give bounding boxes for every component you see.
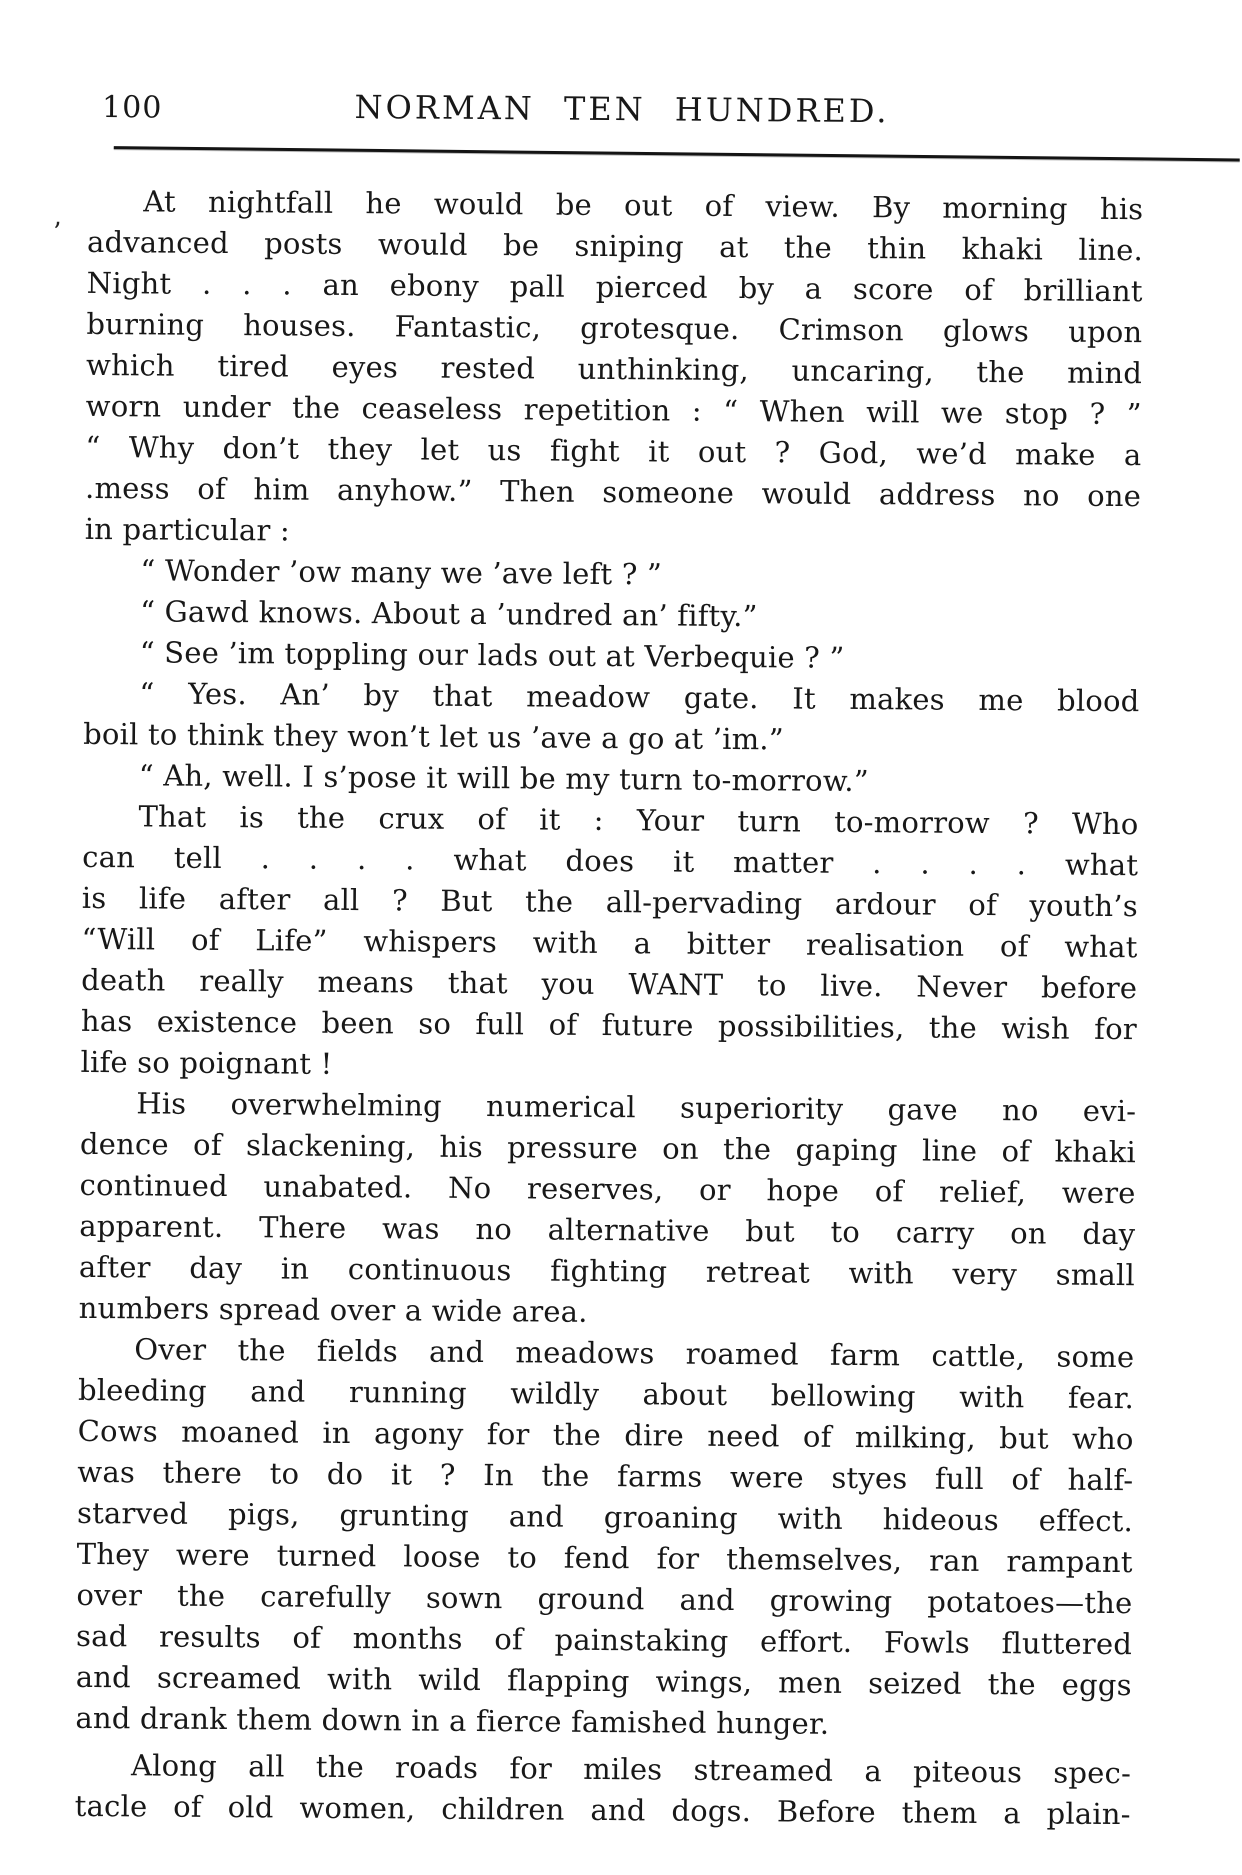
- text-line: and drank them down in a fierce famished hunger.: [75, 1700, 830, 1741]
- running-title: NORMAN TEN HUNDRED.: [354, 88, 890, 131]
- scan-artifact-mark: ’: [52, 217, 62, 248]
- text-line: “ Ah, well. I s’pose it will be my turn to-morrow.”: [138, 758, 869, 799]
- text-line: has existence been so full of future possibilities, the wish for: [80, 1003, 1138, 1047]
- text-line: bleeding and running wildly about bellowing with fear.: [77, 1372, 1135, 1416]
- text-line: That is the crux of it : Your turn to-morrow ? Who: [138, 799, 1139, 842]
- text-line: life so poignant !: [80, 1044, 333, 1081]
- text-line: .mess of him anyhow.” Then someone would address no one: [84, 470, 1142, 514]
- text-line: “ Wonder ’ow many we ’ave left ? ”: [140, 553, 663, 592]
- text-line: “ Yes. An’ by that meadow gate. It makes me blood: [139, 676, 1140, 719]
- text-line: which tired eyes rested unthinking, uncaring, the mind: [85, 347, 1143, 391]
- text-line: Cows moaned in agony for the dire need of milking, but who: [77, 1413, 1134, 1457]
- text-line: advanced posts would be sniping at the thin khaki line.: [86, 224, 1144, 268]
- text-line: worn under the ceaseless repetition : “ When will we stop ? ”: [85, 388, 1142, 432]
- text-line: “ See ’im toppling our lads out at Verbequie ? ”: [139, 635, 845, 675]
- text-line: burning houses. Fantastic, grotesque. Crimson glows upon: [86, 306, 1143, 350]
- text-line: and screamed with wild flapping wings, men seized the eggs: [75, 1659, 1132, 1703]
- text-line: They were turned loose to fend for themselves, ran rampant: [76, 1536, 1133, 1580]
- text-line: after day in continuous fighting retreat with very small: [78, 1249, 1136, 1293]
- text-line: Along all the roads for miles streamed a piteous spec-: [130, 1748, 1132, 1791]
- text-line: His overwhelming numerical superiority gave no evi-: [136, 1086, 1137, 1129]
- text-line: “ Why don’t they let us fight it out ? God, we’d make a: [85, 429, 1142, 473]
- text-line: sad results of months of painstaking effort. Fowls fluttered: [75, 1618, 1133, 1662]
- text-line: death really means that you WANT to live. Never before: [81, 962, 1138, 1006]
- text-line: At nightfall he would be out of view. By morning his: [143, 184, 1144, 227]
- text-line: “Will of Life” whispers with a bitter realisation of what: [81, 921, 1138, 965]
- text-line: apparent. There was no alternative but to carry on day: [79, 1208, 1136, 1252]
- text-line: in particular :: [84, 511, 291, 548]
- text-line: was there to do it ? In the farms were styes full of half-: [77, 1454, 1134, 1498]
- text-line: tacle of old women, children and dogs. Before them a plain-: [74, 1788, 1131, 1832]
- text-line: “ Gawd knows. About a ’undred an’ fifty.”: [140, 594, 758, 634]
- text-line: over the carefully sown ground and growing potatoes—the: [76, 1577, 1133, 1621]
- text-line: dence of slackening, his pressure on the gaping line of khaki: [79, 1126, 1137, 1170]
- page-number: 100: [101, 90, 163, 126]
- text-line: is life after all ? But the all-pervading ardour of youth’s: [81, 880, 1138, 924]
- header-rule: [114, 146, 1240, 161]
- text-line: Night . . . an ebony pall pierced by a score of brilliant: [86, 265, 1143, 309]
- text-line: can tell . . . . what does it matter . . . . what: [82, 839, 1139, 883]
- text-line: Over the fields and meadows roamed farm cattle, some: [134, 1332, 1135, 1375]
- text-line: starved pigs, grunting and groaning with hideous effect.: [76, 1495, 1134, 1539]
- text-line: boil to think they won’t let us ’ave a go at ’im.”: [83, 716, 784, 757]
- page-text: [75, 181, 1144, 1835]
- text-line: continued unabated. No reserves, or hope of relief, were: [79, 1167, 1136, 1211]
- text-line: numbers spread over a wide area.: [78, 1290, 588, 1329]
